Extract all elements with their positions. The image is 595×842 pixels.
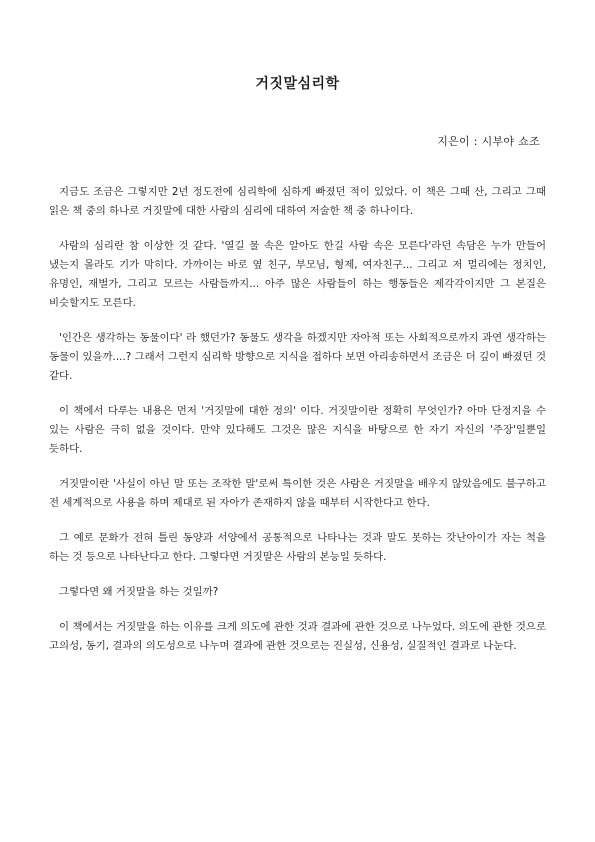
author-line: 지은이 : 시부야 쇼조 — [437, 135, 540, 148]
paragraph-1: 지금도 조금은 그렇지만 2년 정도전에 심리학에 심하게 빠졌던 적이 있었다. 이 책은 그때 산, 그리고 그때 읽은 책 중의 하나로 거짓말에 대한 사람의 심리에 대하여 저술한 책 중 하나이다. — [49, 186, 546, 217]
document-title: 거짓말심리학 — [255, 76, 340, 92]
document-body — [49, 183, 546, 672]
paragraph-6: 그 예로 문화가 전혀 틀린 동양과 서양에서 공통적으로 나타나는 것과 말도 못하는 갓난아이가 자는 척을 하는 것 등으로 나타난다고 한다. 그렇다면 거짓말은 사람의 본능일 듯하다. — [49, 532, 546, 563]
paragraph-5: 거짓말이란 '사실이 아닌 말 또는 조작한 말'로써 특이한 것은 사람은 거짓말을 배우지 않았음에도 불구하고 전 세계적으로 사용을 하며 제대로 된 자아가 존재하지 않을 때부터 시작한다고 한다. — [49, 478, 546, 509]
paragraph-2: 사람의 심리란 참 이상한 것 같다. '열길 물 속은 알아도 한길 사람 속은 모른다'라던 속담은 누가 만들어 냈는지 몰라도 기가 막히다. 가까이는 바로 옆 친구, 부모님, 형제, 여자친구... 그리고 저 멀리에는 정치인, 유명인, 재벌가, 그리고 모르는 사람들까지... 아주 많은 사람들이 하는 행동들은 제각각이지만 그 본질은 비슷할지도 모른다. — [49, 240, 546, 309]
paragraph-3: '인간은 생각하는 동물이다' 라 했던가? 동물도 생각을 하겠지만 자아적 또는 사회적으로까지 과연 생각하는 동물이 있을까....? 그래서 그런지 심리학 방향으로 지식을 접하다 보면 아리송하면서 조금은 더 깊이 빠졌던 것 같다. — [49, 332, 546, 382]
paragraph-8: 이 책에서는 거짓말을 하는 이유를 크게 의도에 관한 것과 결과에 관한 것으로 나누었다. 의도에 관한 것으로 고의성, 동기, 결과의 의도성으로 나누며 결과에 관한 것으로는 진실성, 신용성, 실질적인 결과로 나눈다. — [49, 621, 546, 652]
paragraph-4: 이 책에서 다루는 내용은 먼저 '거짓말에 대한 정의' 이다. 거짓말이란 정확히 무엇인가? 아마 단정지을 수 있는 사람은 극히 없을 것이다. 만약 있다해도 그것은 많은 지식을 바탕으로 한 자기 자신의 '주장'일뿐일 듯하다. — [49, 405, 546, 455]
paragraph-7: 그렇다면 왜 거짓말을 하는 것일까? — [59, 586, 219, 598]
